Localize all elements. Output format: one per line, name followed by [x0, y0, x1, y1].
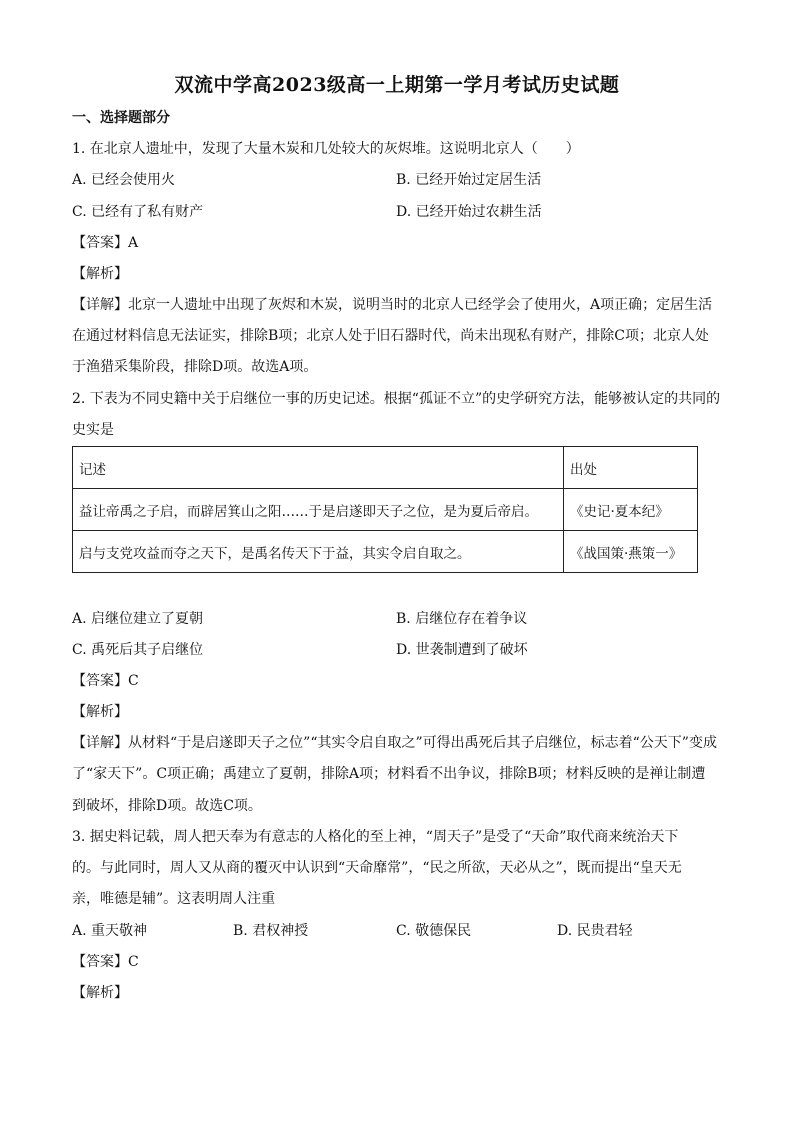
- q2-answer: 【答案】C: [72, 673, 139, 689]
- q3-answer: 【答案】C: [72, 954, 139, 970]
- table-header-row: [73, 447, 698, 489]
- q2-detail-line: 了“家天下”。C项正确；禹建立了夏朝，排除A项；材料看不出争议，排除B项；材料反映的是禅让制遭: [72, 766, 706, 782]
- q1-analysis-label: 【解析】: [72, 266, 128, 282]
- table-cell-source: 《战国策·燕策一》: [564, 531, 698, 573]
- q2-analysis-label: 【解析】: [72, 704, 128, 720]
- q1-option-d: D. 已经开始过农耕生活: [396, 204, 542, 220]
- q3-stem-line: 3. 据史料记载，周人把天奉为有意志的人格化的至上神，“周天子”是受了“天命”取代商来统治天下: [72, 829, 679, 845]
- q3-option-d: D. 民贵君轻: [557, 923, 633, 939]
- table-header-source: 出处: [564, 447, 698, 489]
- q3-option-a: A. 重天敬神: [72, 923, 148, 939]
- q1-answer: 【答案】A: [72, 235, 139, 251]
- q2-option-b: B. 启继位存在着争议: [396, 611, 528, 627]
- q3-stem-line: 的。与此同时，周人又从商的覆灭中认识到“天命靡常”，“民之所欲，天必从之”，既而提出“皇天无: [72, 860, 682, 876]
- q3-stem-line: 亲，唯德是辅”。这表明周人注重: [72, 891, 276, 907]
- q2-option-d: D. 世袭制遭到了破坏: [396, 642, 528, 658]
- q1-option-a: A. 已经会使用火: [72, 172, 176, 188]
- q1-stem: 1. 在北京人遗址中，发现了大量木炭和几处较大的灰烬堆。这说明北京人（ ）: [72, 141, 580, 157]
- q3-option-c: C. 敬德保民: [396, 923, 472, 939]
- q2-detail-line: 到破坏，排除D项。故选C项。: [72, 798, 262, 814]
- page-title: 双流中学高2023级高一上期第一学月考试历史试题: [174, 74, 620, 96]
- table-cell-record: 益让帝禹之子启，而辟居箕山之阳……于是启遂即天子之位，是为夏后帝启。: [73, 489, 564, 531]
- q2-option-a: A. 启继位建立了夏朝: [72, 611, 204, 627]
- q2-source-table: [72, 446, 698, 573]
- section-heading: 一、选择题部分: [72, 110, 170, 126]
- table-cell-source: 《史记·夏本纪》: [564, 489, 698, 531]
- q2-stem-line: 史实是: [72, 422, 114, 438]
- table-row: [73, 489, 698, 531]
- q1-detail-line: 【详解】北京一人遗址中出现了灰烬和木炭，说明当时的北京人已经学会了使用火，A项正确；定居生活: [72, 297, 713, 313]
- q2-option-c: C. 禹死后其子启继位: [72, 642, 204, 658]
- table-cell-record: 启与支党攻益而夺之天下，是禹名传天下于益，其实令启自取之。: [73, 531, 564, 573]
- q1-detail-line: 于渔猎采集阶段，排除D项。故选A项。: [72, 359, 318, 375]
- q1-option-b: B. 已经开始过定居生活: [396, 172, 542, 188]
- q1-option-c: C. 已经有了私有财产: [72, 204, 204, 220]
- q2-detail-line: 【详解】从材料“于是启遂即天子之位”“其实令启自取之”可得出禹死后其子启继位，标志着“公天下”变成: [72, 735, 717, 751]
- q1-detail-line: 在通过材料信息无法证实，排除B项；北京人处于旧石器时代，尚未出现私有财产，排除C项；北京人处: [72, 328, 709, 344]
- q3-option-b: B. 君权神授: [233, 923, 309, 939]
- q2-stem-line: 2. 下表为不同史籍中关于启继位一事的历史记述。根据“孤证不立”的史学研究方法，能够被认定的共同的: [72, 391, 721, 407]
- q3-analysis-label: 【解析】: [72, 985, 128, 1001]
- table-row: [73, 531, 698, 573]
- table-header-record: 记述: [73, 447, 564, 489]
